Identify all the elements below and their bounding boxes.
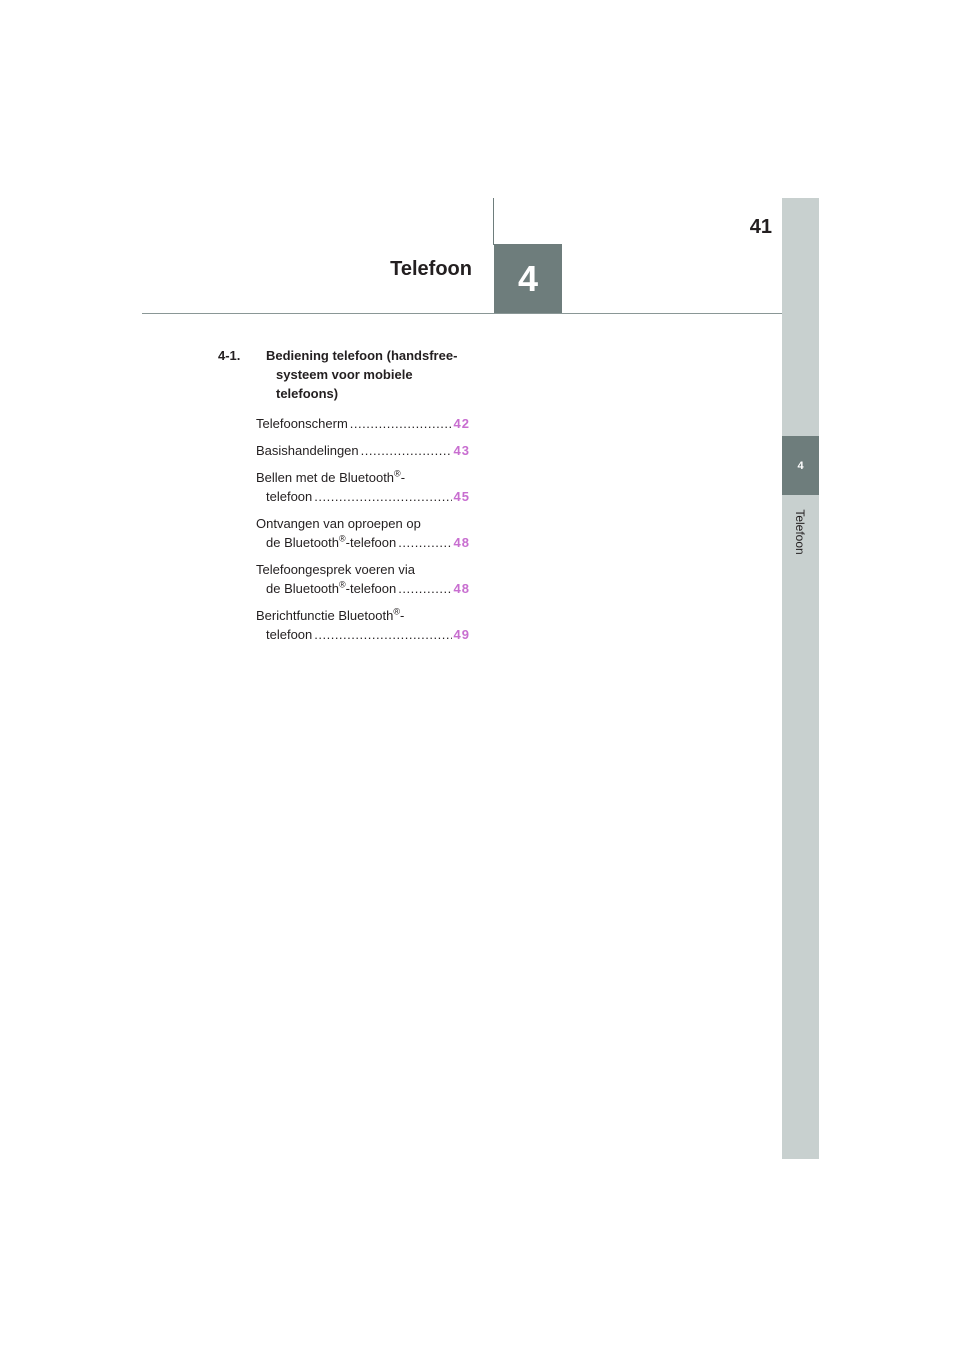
toc-entry-label: telefoon (266, 489, 313, 504)
toc-page-link[interactable]: 49 (453, 627, 470, 642)
leader-dots (398, 579, 451, 598)
toc-page-link[interactable]: 48 (453, 581, 470, 596)
toc-entry-list (218, 414, 470, 644)
toc-entry-line1: Berichtfunctie Bluetooth®- (256, 606, 405, 623)
toc-page-link[interactable]: 42 (453, 416, 470, 431)
side-tab-strip (782, 198, 819, 1159)
toc-entry-label: de Bluetooth®-telefoon (266, 533, 397, 550)
toc-entry-line1: Ontvangen van oproepen op (256, 516, 421, 531)
chapter-number-box: 4 (494, 244, 562, 313)
toc-entry[interactable] (256, 414, 470, 433)
page-number: 41 (749, 216, 772, 238)
toc-entry[interactable] (256, 514, 470, 552)
toc-page-link[interactable]: 48 (453, 535, 470, 550)
side-chapter-tab[interactable]: 4 (782, 436, 819, 495)
toc-entry[interactable] (256, 560, 470, 598)
toc-entry[interactable] (256, 468, 470, 506)
leader-dots (314, 625, 451, 644)
header-divider-horizontal (142, 313, 782, 314)
toc-entry-line1: Telefoongesprek voeren via (256, 562, 415, 577)
toc-page-link[interactable]: 43 (453, 443, 470, 458)
leader-dots (350, 414, 452, 433)
header-divider-vertical (493, 198, 494, 245)
toc-entry[interactable] (256, 606, 470, 644)
section-number: 4-1. (218, 348, 241, 363)
leader-dots (398, 533, 451, 552)
toc-entry-label: Telefoonscherm (256, 416, 348, 431)
toc-entry-label: de Bluetooth®-telefoon (266, 579, 397, 596)
side-chapter-label: Telefoon (793, 509, 807, 555)
table-of-contents (218, 346, 470, 652)
leader-dots (314, 487, 451, 506)
section-title: Bediening telefoon (handsfree-systeem voor mobiele telefoons) (266, 348, 458, 401)
toc-entry[interactable] (256, 441, 470, 460)
chapter-title: Telefoon (390, 258, 472, 280)
leader-dots (361, 441, 452, 460)
toc-entry-line1: Bellen met de Bluetooth®- (256, 468, 406, 485)
toc-entry-label: telefoon (266, 627, 313, 642)
toc-page-link[interactable]: 45 (453, 489, 470, 504)
section-heading (218, 346, 470, 403)
toc-entry-label: Basishandelingen (256, 443, 359, 458)
